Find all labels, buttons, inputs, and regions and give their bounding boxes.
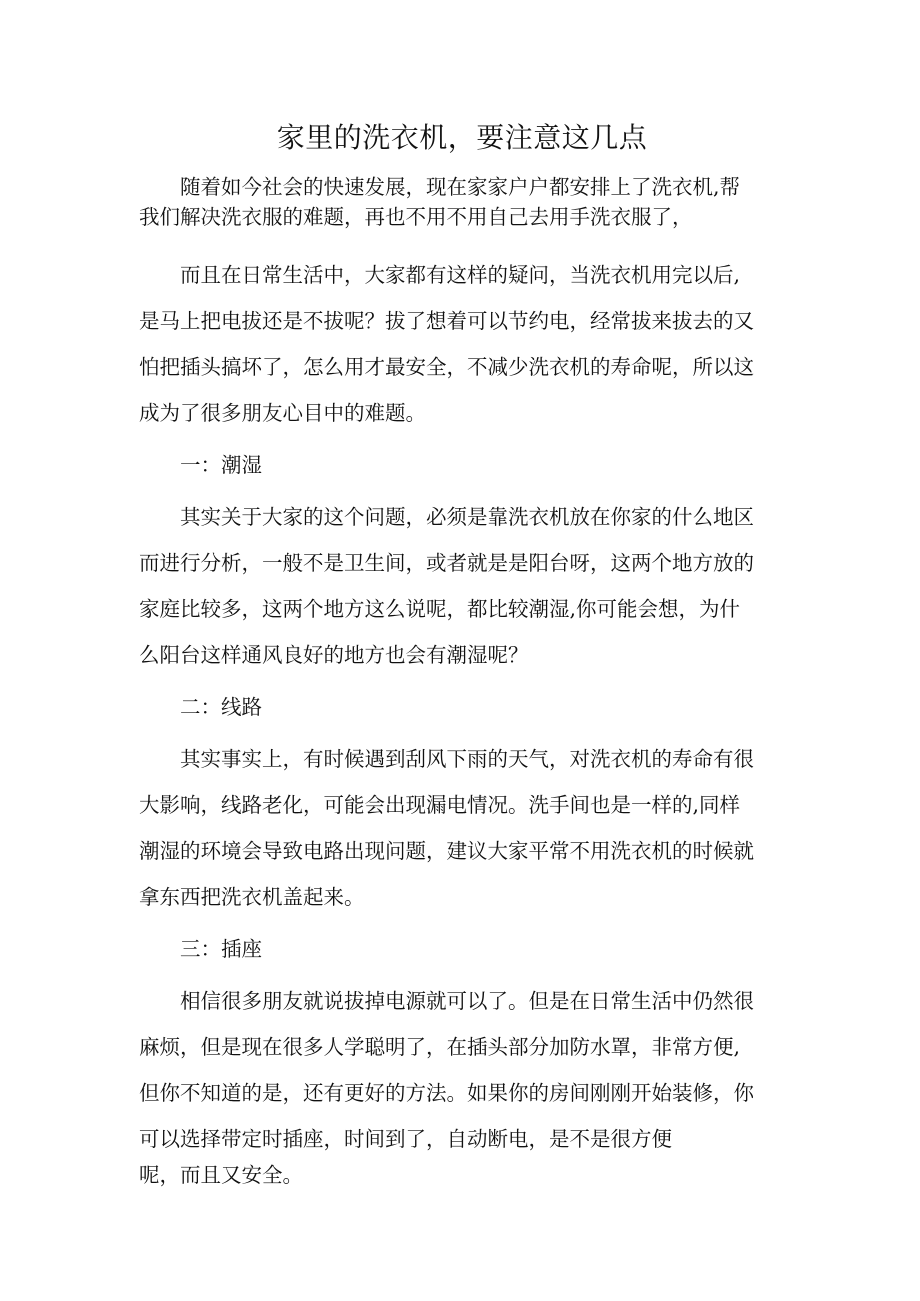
paragraph-line: 但你不知道的是，还有更好的方法。如果你的房间刚刚开始装修，你: [139, 1081, 754, 1105]
paragraph-3: [139, 736, 785, 920]
paragraph-line: 大影响，线路老化，可能会出现漏电情况。洗手间也是一样的,同样: [139, 793, 741, 817]
section-heading-1: 一：潮湿: [180, 453, 262, 477]
paragraph-line: 其实事实上，有时候遇到刮风下雨的天气，对洗衣机的寿命有很: [180, 747, 754, 771]
paragraph-line: 可以选择带定时插座，时间到了，自动断电，是不是很方便: [139, 1127, 672, 1151]
document-page: [139, 118, 785, 1194]
paragraph-4: [139, 978, 785, 1188]
document-title: 家里的洗衣机，要注意这几点: [276, 121, 648, 154]
paragraph-line: 麻烦，但是现在很多人学聪明了，在插头部分加防水罩，非常方便,: [139, 1035, 741, 1059]
intro-line: 我们解决洗衣服的难题，再也不用不用自己去用手洗衣服了，: [139, 205, 693, 229]
paragraph-line: 是马上把电拔还是不拔呢？拔了想着可以节约电，经常拔来拔去的又: [139, 309, 754, 333]
paragraph-line: 拿东西把洗衣机盖起来。: [139, 885, 365, 909]
paragraph-line: 而进行分析，一般不是卫生间，或者就是是阳台呀，这两个地方放的: [139, 551, 754, 575]
paragraph-line: 呢，而且又安全。: [139, 1163, 303, 1187]
paragraph-line: 潮湿的环境会导致电路出现问题，建议大家平常不用洗衣机的时候就: [139, 839, 754, 863]
paragraph-line: 怕把插头搞坏了，怎么用才最安全，不减少洗衣机的寿命呢，所以这: [139, 355, 754, 379]
paragraph-line: 其实关于大家的这个问题，必须是靠洗衣机放在你家的什么地区: [180, 505, 754, 529]
paragraph-line: 相信很多朋友就说拔掉电源就可以了。但是在日常生活中仍然很: [180, 989, 754, 1013]
intro-paragraph: [139, 172, 785, 232]
paragraph-line: 么阳台这样通风良好的地方也会有潮湿呢？: [139, 643, 529, 667]
section-heading-2: 二：线路: [180, 695, 262, 719]
section-heading-3: 三：插座: [180, 937, 262, 961]
paragraph-1: [139, 252, 785, 436]
paragraph-line: 成为了很多朋友心目中的难题。: [139, 401, 426, 425]
paragraph-2: [139, 494, 785, 678]
paragraph-line: 而且在日常生活中，大家都有这样的疑问，当洗衣机用完以后,: [180, 263, 741, 287]
intro-line: 随着如今社会的快速发展，现在家家户户都安排上了洗衣机,帮: [180, 175, 741, 199]
paragraph-line: 家庭比较多，这两个地方这么说呢，都比较潮湿,你可能会想，为什: [139, 597, 741, 621]
